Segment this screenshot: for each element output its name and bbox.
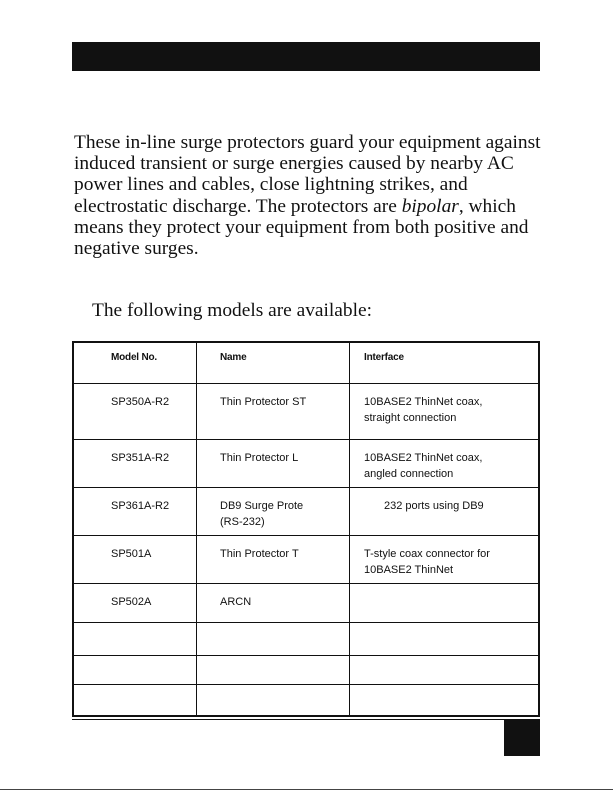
cell-model: SP501A: [73, 536, 197, 584]
cell-interface: [350, 584, 540, 623]
table-row-empty: [73, 656, 539, 685]
table-row: [73, 488, 539, 536]
cell-empty: [73, 685, 197, 717]
models-lead-text: The following models are available:: [92, 300, 372, 321]
table-row: [73, 384, 539, 440]
header-interface: Interface: [350, 342, 540, 384]
header-name: Name: [197, 342, 350, 384]
cell-model: SP502A: [73, 584, 197, 623]
cell-name: ARCN: [197, 584, 350, 623]
footer-rule: [72, 719, 540, 720]
cell-interface: 10BASE2 ThinNet coax, straight connection: [350, 384, 540, 440]
cell-name: DB9 Surge Prote (RS-232): [197, 488, 350, 536]
header-bar: [72, 42, 540, 71]
page-edge-line: [0, 789, 613, 790]
intro-paragraph: [74, 132, 544, 259]
table-row: [73, 440, 539, 488]
cell-empty: [197, 623, 350, 656]
cell-interface: T-style coax connector for 10BASE2 ThinNet: [350, 536, 540, 584]
table-row-empty: [73, 685, 539, 717]
intro-text-end: , which means they protect your equipment from both positive and negative surges.: [74, 195, 529, 260]
cell-empty: [350, 685, 540, 717]
header-model-no: Model No.: [73, 342, 197, 384]
page-number-block: [504, 720, 540, 756]
cell-interface: 232 ports using DB9: [350, 488, 540, 536]
cell-name: Thin Protector T: [197, 536, 350, 584]
table-header-row: [73, 342, 539, 384]
cell-model: SP361A-R2: [73, 488, 197, 536]
cell-interface: 10BASE2 ThinNet coax, angled connection: [350, 440, 540, 488]
cell-empty: [350, 623, 540, 656]
cell-empty: [197, 656, 350, 685]
cell-empty: [73, 656, 197, 685]
models-table: [72, 341, 540, 717]
intro-text-start: These in-line surge protectors guard your equipment against induced transient or surge energies caused by nearby AC power lines and cables, close lightning strikes, and electrostatic discharge. The protectors are: [74, 132, 541, 217]
cell-model: SP351A-R2: [73, 440, 197, 488]
table-row: [73, 536, 539, 584]
cell-empty: [350, 656, 540, 685]
cell-model: SP350A-R2: [73, 384, 197, 440]
cell-empty: [197, 685, 350, 717]
table-row-empty: [73, 623, 539, 656]
table-row: [73, 584, 539, 623]
intro-emphasis: bipolar: [401, 195, 459, 217]
cell-empty: [73, 623, 197, 656]
cell-name: Thin Protector L: [197, 440, 350, 488]
cell-name: Thin Protector ST: [197, 384, 350, 440]
